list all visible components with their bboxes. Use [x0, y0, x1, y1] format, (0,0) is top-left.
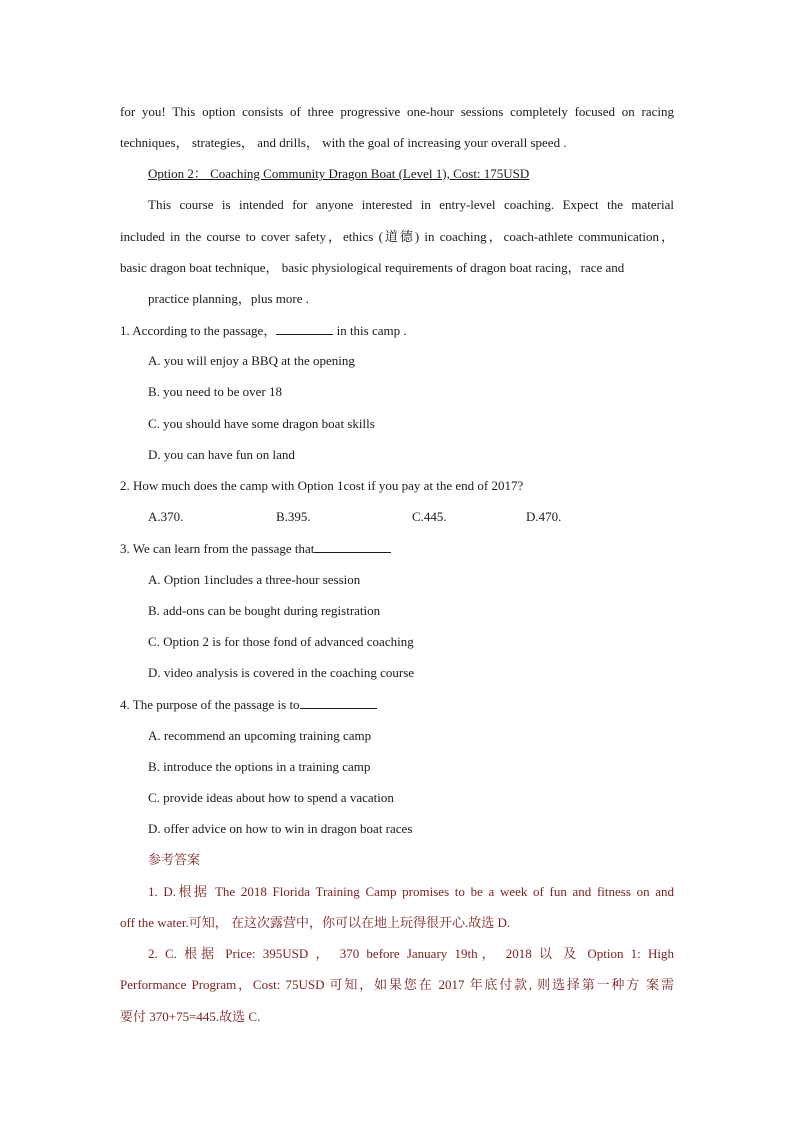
option-item: B. introduce the options in a training camp [148, 759, 371, 774]
answer-blank [276, 322, 333, 335]
question-1 [120, 322, 407, 339]
option-item: A. you will enjoy a BBQ at the opening [148, 353, 355, 368]
passage-line: practice planning，plus more . [148, 291, 310, 306]
answers-heading: 参考答案 [148, 852, 201, 867]
answer-line: 1. D.根据 The 2018 Florida Training Camp promises to be a week of fun and fitness on and [148, 884, 674, 899]
option-item: B.395. [276, 509, 311, 524]
option2-heading: Option 2： Coaching Community Dragon Boat (Level 1), Cost: 175USD [148, 166, 530, 181]
option-item: A. recommend an upcoming training camp [148, 728, 372, 743]
answer-line: 2. C. 根据 Price: 395USD ， 370 before January 19th， 2018 以 及 Option 1: High [148, 946, 674, 961]
option-item: D. video analysis is covered in the coaching course [148, 665, 415, 680]
passage-line: techniques， strategies， and drills， with the goal of increasing your overall speed . [120, 135, 567, 150]
answer-blank [300, 696, 377, 709]
question-stem-end: in this camp . [333, 323, 407, 338]
answer-line: off the water.可知， 在这次露营中，你可以在地上玩得很开心.故选 D. [120, 915, 511, 930]
option-item: C. Option 2 is for those fond of advanced coaching [148, 634, 414, 649]
option-item: C.445. [412, 509, 447, 524]
option-item: A. Option 1includes a three-hour session [148, 572, 361, 587]
question-2: 2. How much does the camp with Option 1cost if you pay at the end of 2017? [120, 478, 524, 493]
passage-line: basic dragon boat technique， basic physiological requirements of dragon boat racing，race and [120, 260, 625, 275]
option-item: D. you can have fun on land [148, 447, 295, 462]
option-item: A.370. [148, 509, 184, 524]
option-item: D.470. [526, 509, 562, 524]
answer-line: Performance Program，Cost: 75USD 可知，如果您在 2017 年底付款, 则选择第一种方 案需 [120, 977, 674, 992]
option-item: D. offer advice on how to win in dragon boat races [148, 821, 413, 836]
question-3 [120, 540, 391, 557]
question-stem: 4. The purpose of the passage is to [120, 697, 300, 712]
answer-blank [314, 540, 391, 553]
passage-line: for you! This option consists of three progressive one-hour sessions completely focused on racing [120, 104, 674, 119]
answer-line: 要付 370+75=445.故选 C. [120, 1009, 261, 1024]
passage-line: This course is intended for anyone interested in entry-level coaching. Expect the material [148, 197, 674, 212]
option-item: B. you need to be over 18 [148, 384, 282, 399]
passage-line: included in the course to cover safety，ethics (道德) in coaching，coach-athlete communication， [120, 229, 674, 244]
question-stem: 1. According to the passage， [120, 323, 277, 338]
question-stem: 3. We can learn from the passage that [120, 541, 315, 556]
question-4 [120, 696, 377, 713]
option-item: B. add-ons can be bought during registration [148, 603, 381, 618]
option-item: C. provide ideas about how to spend a vacation [148, 790, 394, 805]
option-item: C. you should have some dragon boat skills [148, 416, 375, 431]
